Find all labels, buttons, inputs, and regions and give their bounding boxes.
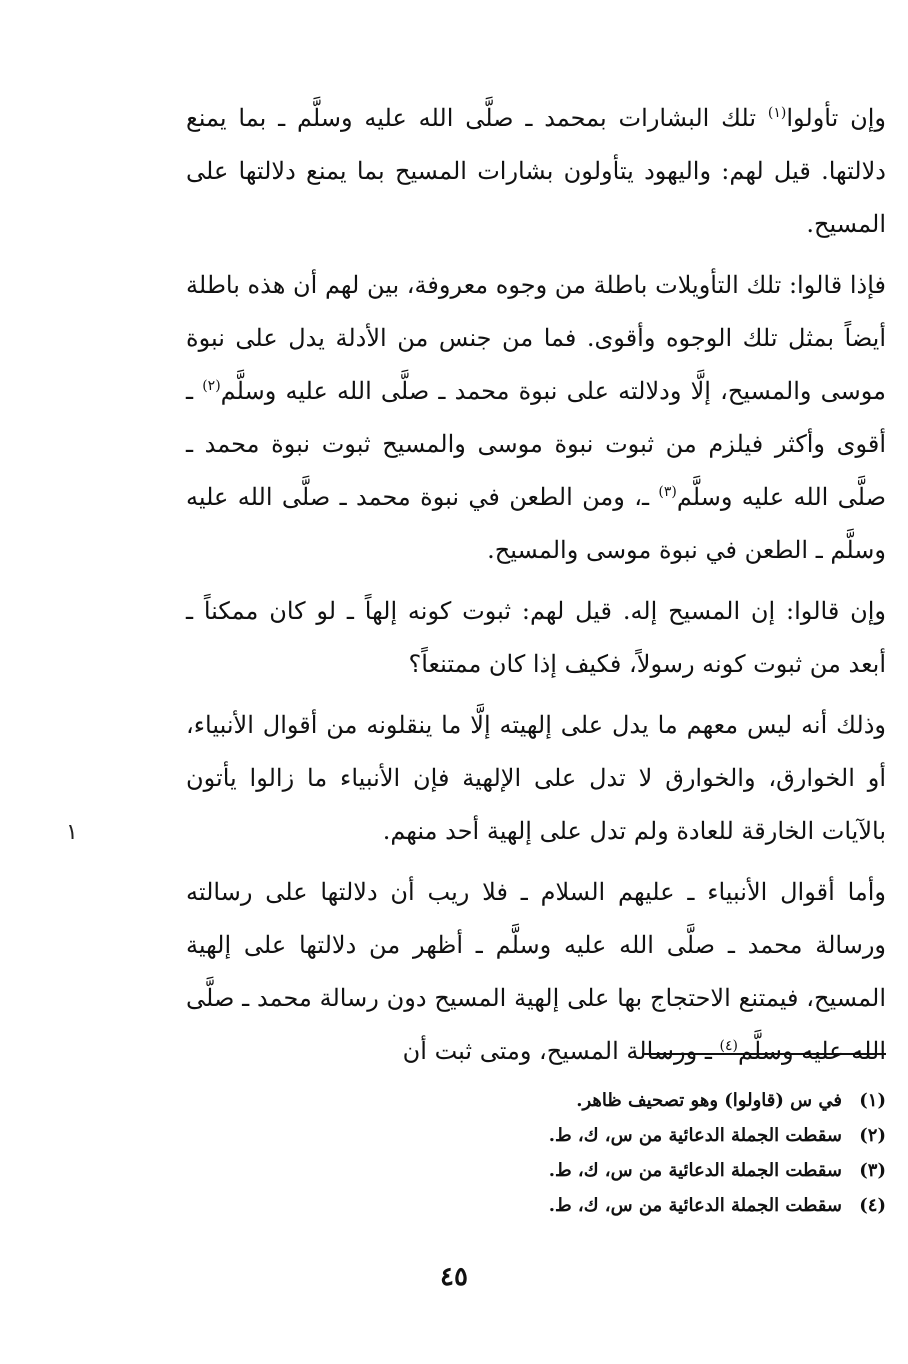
footnote-text: سقطت الجملة الدعائية من س، ك، ط. — [548, 1160, 842, 1181]
footnote-divider — [642, 1053, 886, 1055]
footnote-number: (٤) — [859, 1195, 886, 1216]
footnote-item — [186, 1188, 886, 1223]
paragraph-text: وإن قالوا: إن المسيح إله. قيل لهم: ثبوت كونه إلهاً ـ لو كان ممكناً ـ أبعد من ثبوت كونه رسولاً، فكيف إذا كان ممتنعاً؟ — [186, 597, 886, 678]
paragraph-text: ـ، ومن الطعن في نبوة محمد ـ صلَّى الله عليه وسلَّم ـ الطعن في نبوة موسى والمسيح. — [186, 483, 886, 564]
margin-mark: ١ — [66, 820, 78, 845]
footnote-text: سقطت الجملة الدعائية من س، ك، ط. — [548, 1195, 842, 1216]
footnote-ref-2: (٢) — [202, 378, 221, 394]
paragraph-3 — [186, 585, 886, 691]
main-text — [186, 92, 886, 1086]
footnote-text: في س (قاولوا) وهو تصحيف ظاهر. — [576, 1090, 842, 1111]
paragraph-text: ـ أقوى وأكثر فيلزم من ثبوت نبوة موسى والمسيح ثبوت نبوة محمد ـ صلَّى الله عليه وسلَّم — [186, 377, 887, 511]
paragraph-text: تلك البشارات بمحمد ـ صلَّى الله عليه وسلَّم ـ بما يمنع دلالتها. قيل لهم: واليهود يتأولون بشارات المسيح بما يمنع دلالتها على المسيح. — [186, 104, 886, 238]
paragraph-text: وإن تأولوا — [786, 104, 886, 132]
footnote-ref-4: (٤) — [719, 1038, 738, 1054]
paragraph-text: ـ ورسالة المسيح، ومتى ثبت أن — [402, 1037, 720, 1065]
paragraph-2 — [186, 259, 886, 577]
paragraph-4 — [186, 699, 886, 858]
page-number: ٤٥ — [440, 1262, 468, 1292]
paragraph-text: وأما أقوال الأنبياء ـ عليهم السلام ـ فلا ريب أن دلالتها على رسالته ورسالة محمد ـ صلَّى الله عليه وسلَّم ـ أظهر من دلالتها على إلهية المسيح، فيمتنع الاحتجاج بها على إلهية المسيح دون رسالة محمد ـ صلَّى الله عليه وسلَّم — [186, 878, 886, 1065]
footnotes — [186, 1083, 886, 1223]
footnote-item — [186, 1118, 886, 1153]
footnote-ref-3: (٣) — [658, 484, 677, 500]
paragraph-text: وذلك أنه ليس معهم ما يدل على إلهيته إلَّا ما ينقلونه من أقوال الأنبياء، أو الخوارق، والخوارق لا تدل على الإلهية فإن الأنبياء ما زالوا يأتون بالآيات الخارقة للعادة ولم تدل على إلهية أحد منهم. — [186, 711, 887, 845]
footnote-item — [186, 1083, 886, 1118]
paragraph-5 — [186, 866, 886, 1078]
footnote-item — [186, 1153, 886, 1188]
footnote-number: (١) — [859, 1090, 886, 1111]
footnote-number: (٢) — [859, 1125, 886, 1146]
paragraph-text: فإذا قالوا: تلك التأويلات باطلة من وجوه معروفة، بين لهم أن هذه باطلة أيضاً بمثل تلك الوجوه وأقوى. فما من جنس من الأدلة يدل على نبوة موسى والمسيح، إلَّا ودلالته على نبوة محمد ـ صلَّى الله عليه وسلَّم — [186, 271, 886, 405]
paragraph-1 — [186, 92, 886, 251]
footnote-number: (٣) — [859, 1160, 886, 1181]
footnote-text: سقطت الجملة الدعائية من س، ك، ط. — [548, 1125, 842, 1146]
footnote-ref-1: (١) — [767, 105, 787, 121]
